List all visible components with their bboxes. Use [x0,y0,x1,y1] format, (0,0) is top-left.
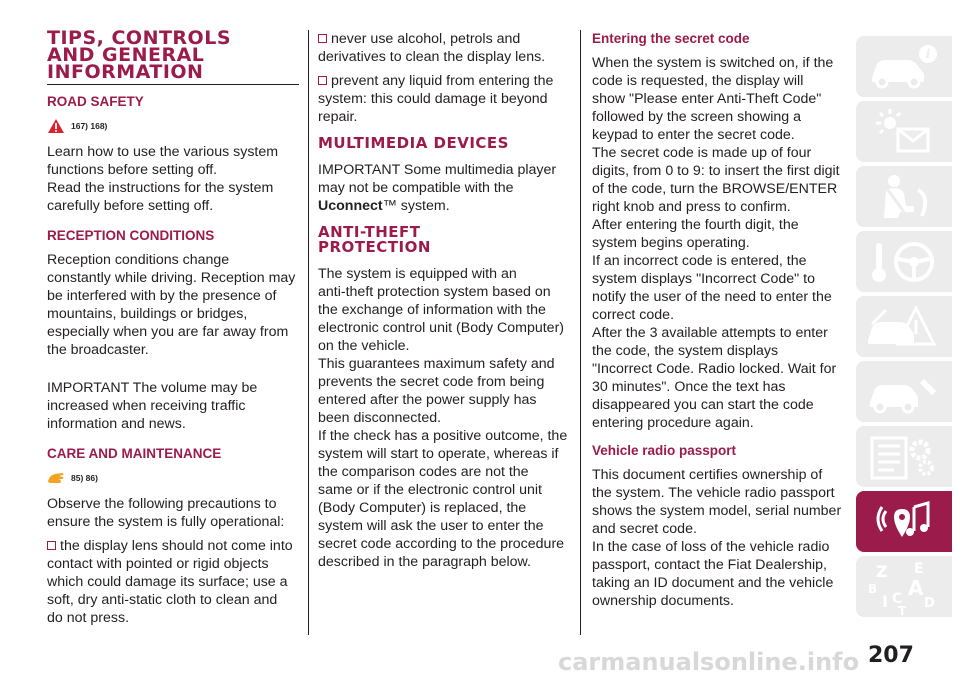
tab-safety[interactable] [856,166,952,227]
svg-text:I: I [882,591,888,611]
warning-ref-numbers: 167) 168) [71,121,108,131]
bullet-square-icon [318,34,327,43]
text-line: This guarantees maximum safety and [318,356,555,372]
antitheft-heading: ANTI-THEFT PROTECTION [318,223,431,256]
text-line: electronic control unit (Body Computer) [318,320,565,336]
text-line: anti-theft protection system based on [318,284,551,300]
text-line: taking an ID document and the vehicle [592,575,834,591]
text-line: system begins operating. [592,235,750,251]
bullet-square-icon [318,76,327,85]
care-bullet-2: never use alcohol, petrols and derivatives to clean the display lens. [318,31,546,65]
text-line: system will ask the user to enter the [318,518,544,534]
reception-heading: RECEPTION CONDITIONS [47,228,215,243]
text-line: After entering the fourth digit, the [592,217,799,233]
text-line: secret code according to the procedure [318,536,565,552]
svg-text:A: A [908,575,924,600]
text-line: keypad to enter the secret code. [592,127,795,143]
tab-multimedia[interactable] [856,491,952,552]
text-line: and secret code. [592,521,697,537]
checklist-gear-icon [864,432,944,482]
warning-lights-icon [864,107,944,157]
text-line: of the code, turn the BROWSE/ENTER [592,181,838,197]
text-line: digits, from 0 to 9: to insert the first digit [592,163,840,179]
text-line: notify the user of the need to enter the [592,289,832,305]
chapter-tabs-sidebar [856,36,952,621]
car-info-icon [864,42,944,92]
text-line: "Incorrect Code. Radio locked. Wait for [592,361,837,377]
text-line: the system. The vehicle radio passport [592,485,835,501]
text-line: followed by the screen showing a [592,109,801,125]
text-line: system will start to operate, whereas if [318,446,559,462]
text-line: In the case of loss of the vehicle radio [592,539,830,555]
svg-text:B: B [868,581,878,596]
page-number: 207 [868,643,914,668]
seatbelt-airbag-icon [864,172,944,222]
radio-passport-text [592,466,850,610]
svg-text:T: T [898,603,907,615]
alphabet-index-icon [864,559,944,615]
bullet-square-icon [47,541,56,550]
svg-text:D: D [924,595,935,611]
car-maintenance-icon [864,367,944,417]
key-steering-wheel-icon [864,237,944,287]
text-line: The secret code is made up of four [592,145,812,161]
title-underline [47,84,299,85]
text-line: same or if the electronic control unit [318,482,542,498]
column-2 [318,30,576,577]
road-safety-text: Learn how to use the various system functions before setting off. Read the instructions for the system carefully before setting off. [47,144,279,214]
svg-text:i: i [925,46,931,61]
text-line: The system is equipped with an [318,266,517,282]
care-bullet-1: the display lens should not come into contact with pointed or rigid objects which could damage its surface; use a soft, dry anti-static cloth to clean and do not press. [47,538,293,626]
tab-starting-driving[interactable] [856,231,952,292]
text-line: After the 3 available attempts to enter [592,325,828,341]
text-line: entered after the power supply has [318,392,537,408]
watermark: carmanualsonline.info [558,648,860,676]
column-3 [592,30,850,616]
tab-emergency[interactable] [856,296,952,357]
text-line: ownership documents. [592,593,734,609]
road-safety-warning-refs [47,117,299,135]
reception-important-note: IMPORTANT The volume may be increased when receiving traffic information and news. [47,380,258,432]
secret-code-text [592,54,850,432]
text-line: system displays "Incorrect Code" to [592,271,815,287]
reception-text: Reception conditions change constantly while driving. Reception may be interfered with by the presence of mountains, buildings or bridges, especially when you are far away from the broadcaster. [47,252,296,358]
antitheft-text [318,265,576,571]
text-line: This document certifies ownership of [592,467,823,483]
multimedia-heading: MULTIMEDIA DEVICES [318,134,509,152]
text-line: the code, the system displays [592,343,779,359]
care-caution-refs [47,469,299,487]
tab-servicing[interactable] [856,361,952,422]
text-line: code is requested, the display will [592,73,804,89]
multimedia-icon [864,497,944,547]
secret-code-heading: Entering the secret code [592,31,750,46]
column-1 [47,27,299,633]
car-breakdown-icon [864,302,944,352]
text-line: disappeared you can start the code [592,397,814,413]
text-line: on the vehicle. [318,338,410,354]
text-line: 30 minutes". Once the text has [592,379,786,395]
section-title: TIPS, CONTROLS AND GENERAL INFORMATION [47,27,232,83]
text-line: right knob and press to confirm. [592,199,791,215]
text-line: the exchange of information with the [318,302,546,318]
radio-passport-heading: Vehicle radio passport [592,443,737,458]
tab-technical-data[interactable] [856,426,952,487]
text-line: show "Please enter Anti-Theft Code" [592,91,822,107]
text-line: If the check has a positive outcome, the [318,428,568,444]
text-line: been disconnected. [318,410,442,426]
care-intro: Observe the following precautions to ensure the system is fully operational: [47,496,285,530]
svg-text:Z: Z [876,561,888,581]
warning-triangle-icon [47,118,65,134]
text-line: passport, contact the Fiat Dealership, [592,557,828,573]
svg-text:C: C [892,590,903,607]
text-line: shows the system model, serial number [592,503,842,519]
text-line: If an incorrect code is entered, the [592,253,807,269]
road-safety-heading: ROAD SAFETY [47,94,144,109]
text-line: the comparison codes are not the [318,464,529,480]
column-divider-2 [580,30,581,635]
care-bullet-3: prevent any liquid from entering the system: this could damage it beyond repair. [318,73,554,125]
caution-hand-icon [47,471,65,485]
text-line: described in the paragraph below. [318,554,531,570]
text-line: (Body Computer) is replaced, the [318,500,527,516]
text-line: When the system is switched on, if the [592,55,834,71]
column-divider-1 [308,30,309,635]
caution-ref-numbers: 85) 86) [71,473,98,483]
text-line: entering procedure again. [592,415,754,431]
text-line: prevents the secret code from being [318,374,545,390]
tab-car-info[interactable] [856,36,952,97]
svg-text:E: E [914,560,924,577]
tab-warning-lights[interactable] [856,101,952,162]
text-line: correct code. [592,307,675,323]
multimedia-text: IMPORTANT Some multimedia player may not be compatible with the Uconnect™ system. [318,162,557,214]
tab-index[interactable] [856,556,952,617]
care-heading: CARE AND MAINTENANCE [47,446,222,461]
